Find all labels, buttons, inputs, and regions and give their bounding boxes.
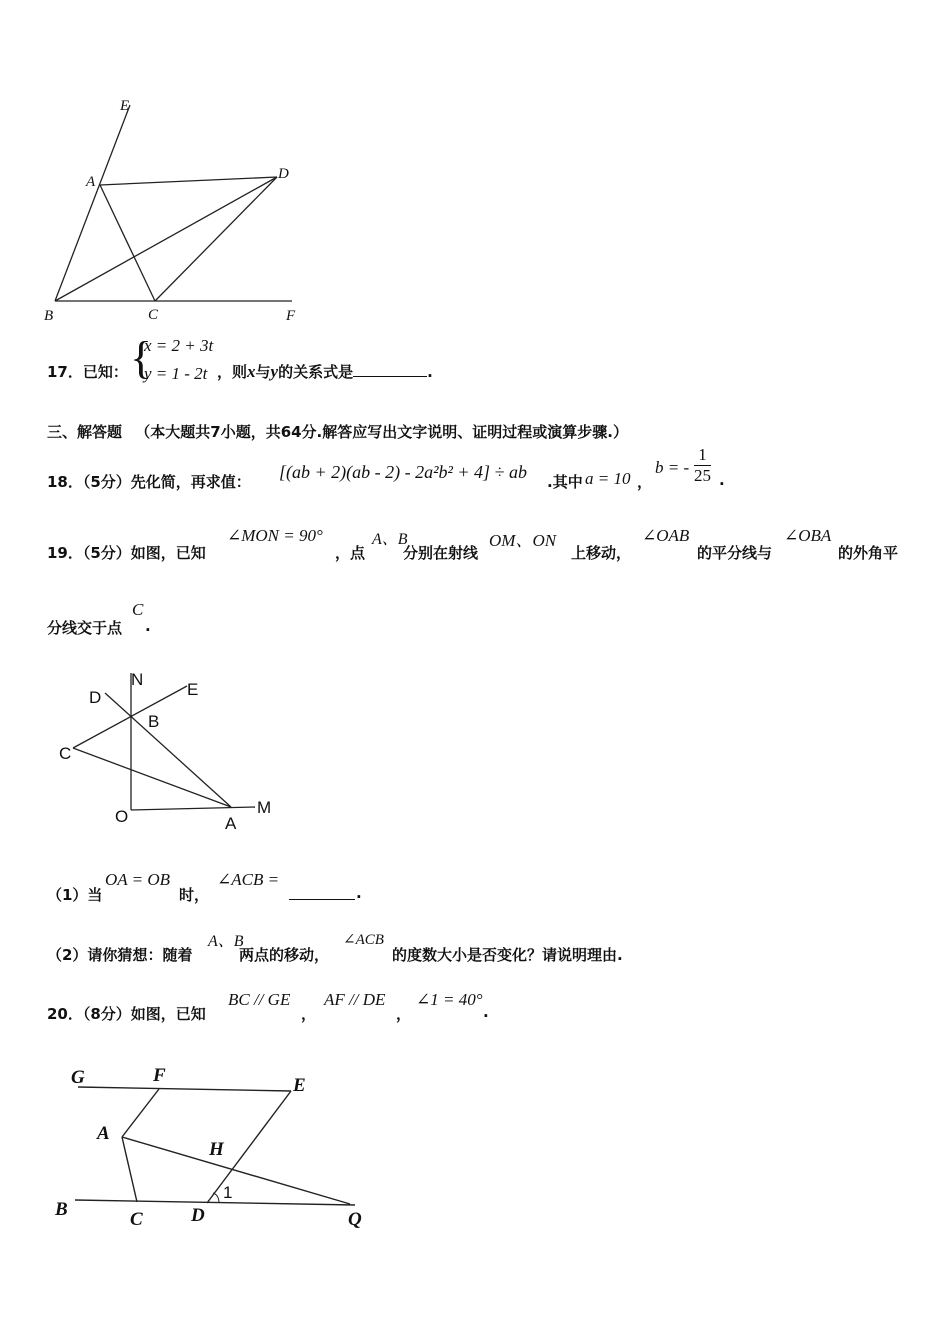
q17-eq2: y = 1 - 2t (144, 364, 208, 383)
q17-tail-b: 的关系式是 (278, 363, 354, 381)
question-17 (47, 333, 927, 389)
q20-sep-1: ， (301, 1005, 317, 1023)
q19-t3: 上移动， (571, 544, 632, 562)
label-e: E (293, 1075, 306, 1096)
q20-sep-2: ， (396, 1005, 412, 1023)
line-a-q (122, 1137, 350, 1204)
q19-angle-oab: ∠OAB (642, 526, 690, 545)
label-q: Q (348, 1209, 362, 1230)
q19-point-c: C (132, 600, 144, 619)
q20-condition-2: AF // DE (324, 990, 386, 1009)
question-18 (47, 445, 927, 495)
q18-mid: .其中 (547, 473, 583, 491)
q20-condition-3: ∠1 = 40° (416, 990, 483, 1009)
q19-p1-when: 时， (179, 886, 210, 904)
line-b-q (75, 1200, 355, 1205)
label-o: O (115, 807, 129, 826)
q19-p2-label: （2）请你猜想：随着 (47, 946, 193, 964)
q18-number: 18．（5分）先化简，再求值： (47, 473, 251, 491)
line-g-e (78, 1087, 291, 1091)
line-a-f (122, 1089, 159, 1137)
label-d: D (191, 1205, 205, 1226)
q20-condition-1: BC // GE (228, 990, 291, 1009)
q19-p2-mid: 两点的移动， (239, 946, 330, 964)
label-c: C (148, 307, 159, 323)
q18-end: . (719, 471, 725, 489)
q19-part-1 (47, 866, 547, 906)
label-g: G (71, 1067, 85, 1088)
section-3-note: （本大题共7小题，共64分.解答应写出文字说明、证明过程或演算步骤.） (135, 423, 628, 441)
q19-t4: 的平分线与 (697, 544, 773, 562)
line-b-e (55, 105, 130, 301)
q19-p2-points: A、B (208, 933, 244, 950)
q17-var-x: x (247, 362, 256, 381)
q19-angle-oba: ∠OBA (784, 526, 832, 545)
ray-o-m (131, 807, 255, 810)
q19-p1-label: （1）当 (47, 886, 103, 904)
q19-p1-end: . (356, 884, 362, 902)
label-c: C (59, 744, 72, 763)
q19-t1: ，点 (335, 544, 366, 562)
label-a: A (225, 814, 237, 833)
q17-mid: 与 (255, 363, 271, 381)
label-angle-1: 1 (223, 1183, 233, 1202)
q18-comma: ， (637, 473, 653, 491)
label-a: A (97, 1123, 110, 1144)
q20-number: 20．（8分）如图，已知 (47, 1005, 206, 1023)
label-n: N (131, 670, 144, 689)
q18-b-numerator: 1 (694, 445, 711, 466)
line-a-d (100, 177, 277, 185)
label-m: M (257, 798, 272, 817)
label-d: D (278, 166, 289, 182)
q17-tail (217, 361, 433, 382)
section-3-title: 三、解答题 (47, 423, 123, 441)
label-d: D (89, 688, 102, 707)
q19-p1-answer-blank[interactable] (289, 885, 355, 900)
label-f: F (153, 1065, 166, 1086)
q19-t2: 分别在射线 (403, 544, 479, 562)
label-e: E (187, 680, 199, 699)
q19-angle-mon: ∠MON = 90° (227, 526, 323, 545)
q17-eq1: x = 2 + 3t (144, 336, 214, 355)
label-h: H (209, 1139, 224, 1160)
q19-p1-angle: ∠ACB = (217, 870, 280, 889)
q18-b-lhs: b = - (655, 458, 690, 477)
question-19 (47, 525, 937, 565)
line-c-d (155, 177, 277, 301)
label-c: C (130, 1209, 143, 1230)
label-f: F (286, 308, 296, 324)
line-a-c (100, 185, 155, 301)
figure-angle-bisectors (45, 655, 285, 840)
line-c-a (73, 748, 231, 807)
q19-line2-end: . (145, 617, 151, 635)
q19-p2-end: 的度数大小是否变化？请说明理由. (392, 946, 623, 964)
figure-quadrilateral (30, 90, 320, 330)
line-b-d (55, 177, 277, 301)
question-20 (47, 986, 647, 1026)
q18-b-denominator: 25 (694, 466, 711, 485)
q17-tail-a: ，则 (217, 363, 248, 381)
label-b: B (148, 712, 160, 731)
line-a-c (122, 1137, 137, 1202)
q19-points-ab: A、B (372, 531, 408, 548)
q18-expression: [(ab + 2)(ab - 2) - 2a²b² + 4] ÷ ab (279, 462, 527, 482)
q20-end: . (483, 1003, 489, 1021)
q17-var-y: y (270, 362, 279, 381)
label-b: B (44, 308, 54, 324)
label-e: E (120, 98, 130, 114)
question-19-line-2 (47, 600, 347, 640)
q19-rays: OM、ON (489, 531, 557, 550)
q18-a-value: a = 10 (585, 469, 631, 488)
label-a: A (86, 174, 96, 190)
q17-end: . (427, 363, 433, 381)
label-b: B (55, 1199, 68, 1220)
q19-number: 19．（5分）如图，已知 (47, 544, 206, 562)
q19-part-2 (47, 926, 747, 966)
q19-t5: 的外角平 (838, 544, 899, 562)
q17-number: 17．已知： (47, 363, 128, 381)
q17-answer-blank[interactable] (353, 362, 427, 377)
q18-b-fraction (694, 445, 711, 486)
q19-p2-angle: ∠ACB (343, 932, 384, 948)
section-3-heading (47, 421, 628, 442)
line-d-a (105, 693, 231, 807)
q17-brace: { (130, 332, 153, 383)
q19-p1-condition: OA = OB (105, 870, 170, 889)
figure-parallel-lines (45, 1055, 385, 1240)
q19-line2-text: 分线交于点 (47, 619, 123, 637)
